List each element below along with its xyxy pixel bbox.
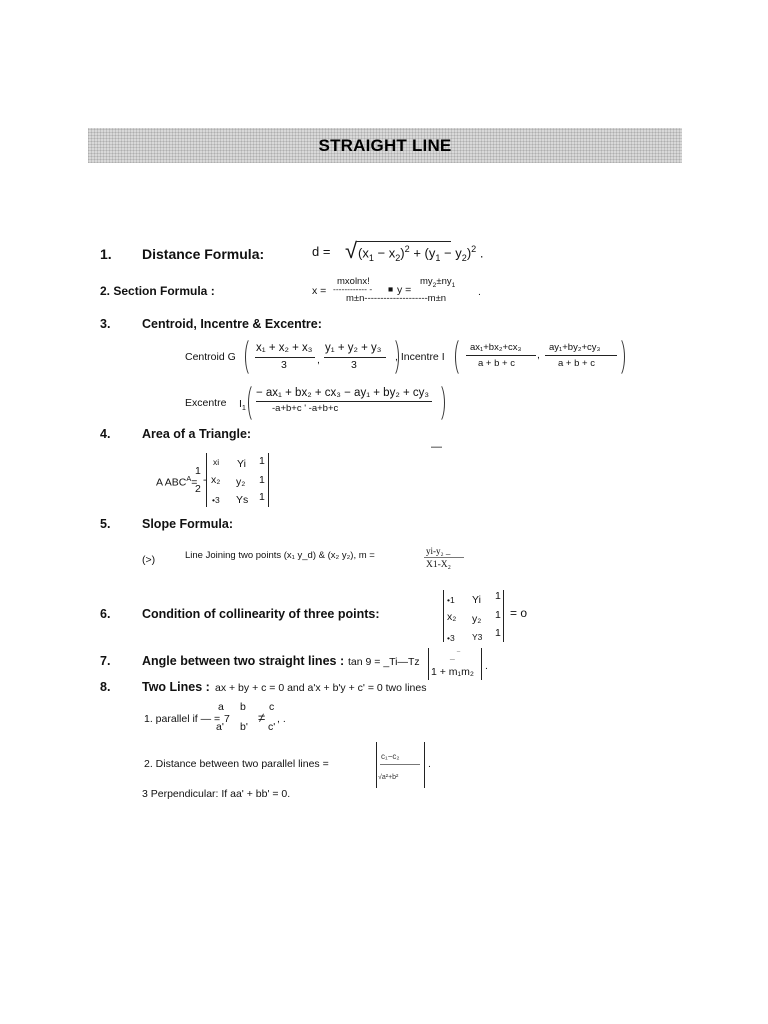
parallel-label: 1. parallel if — = [144, 713, 221, 725]
incentre-bar-y [545, 355, 617, 356]
area-half-numerator: 1 [195, 465, 201, 477]
centroid-label: Centroid G [185, 351, 236, 363]
perpendicular-condition: 3 Perpendicular: If aa' + bb' = 0. [142, 788, 291, 800]
stray-mark: — [431, 441, 442, 453]
sqrt-sign: √ [345, 238, 358, 263]
area-det-cell: xi [213, 457, 220, 467]
parallel-c: c [269, 701, 275, 713]
area-det-left-bar [206, 453, 207, 507]
centroid-num-x: x₁ + x₂ + x₃ [256, 342, 313, 354]
angle-abs-left-bar [428, 648, 429, 680]
title-banner [88, 128, 682, 163]
angle-abs-right-bar [481, 648, 482, 680]
area-lhs: A $ABC^A=$ [156, 474, 198, 489]
parallel-c-prime: c' [268, 721, 276, 733]
distance-lhs: d = [312, 244, 331, 259]
collinear-det-cell: Y3 [472, 632, 483, 642]
incentre-den-x: a + b + c [478, 358, 515, 369]
area-det-cell: 1 [259, 455, 265, 467]
distance-fraction-bar [380, 764, 420, 765]
collinear-det-right-bar [503, 590, 504, 642]
area-det-cell: •3 [212, 495, 220, 505]
distance-dot: . [428, 758, 431, 770]
incentre-left-paren [455, 337, 468, 377]
collinear-det-cell: •1 [447, 595, 455, 605]
section-3-heading: Centroid, Incentre & Excentre: [142, 317, 322, 331]
parallel-not-equal: ≠ [258, 710, 266, 725]
parallel-b-prime: b' [240, 721, 248, 733]
incentre-right-paren [612, 337, 625, 377]
incentre-label: , Incentre I [395, 351, 445, 363]
centroid-den-x: 3 [281, 359, 287, 371]
sqrt-bar [356, 241, 451, 242]
section-1-number: 1. [100, 246, 112, 262]
collinear-det-left-bar [443, 590, 444, 642]
slope-fraction-bar [424, 557, 464, 558]
section-8-heading: Two Lines : [142, 680, 210, 694]
section-mark: ■ [388, 284, 394, 294]
parallel-a-prime: a' [216, 721, 224, 733]
section-y-numerator: $my_2\pm ny_1$ [420, 276, 456, 289]
area-det-right-bar [268, 453, 269, 507]
distance-formula [312, 238, 484, 263]
section-y-lhs: y = [397, 284, 412, 296]
area-det-cell: 1 [259, 474, 265, 486]
section-1-heading: Distance Formula: [142, 246, 265, 262]
parallel-seven: 7 [224, 713, 230, 725]
angle-numerator: _ ‾ [450, 650, 460, 660]
slope-marker: (>) [142, 554, 156, 566]
angle-denominator: 1 + m₁m₂ [431, 666, 474, 678]
section-2-heading: 2. Section Formula : [100, 284, 215, 298]
incentre-bar-x [466, 355, 536, 356]
distance-abs-left-bar [376, 742, 377, 788]
distance-parallel-label: 2. Distance between two parallel lines = [144, 758, 329, 770]
incentre-comma: , [537, 349, 540, 361]
section-7-heading: Angle between two straight lines : [142, 654, 345, 668]
area-det-cell: y₂ [236, 476, 246, 488]
section-6-number: 6. [100, 607, 111, 621]
slope-fraction-denominator: X1-X₂ [426, 560, 451, 570]
centroid-bar-y [324, 357, 386, 358]
section-8-number: 8. [100, 680, 111, 694]
section-denominator: m±n--------------------m±n [346, 293, 447, 304]
section-x-lhs: x = [312, 285, 327, 297]
excentre-right-paren [432, 383, 445, 423]
slope-fraction-numerator: yi-y₂ _ [426, 546, 451, 556]
distance-denominator: √a²+b² [378, 774, 399, 781]
centroid-comma: , [317, 354, 320, 366]
angle-formula: tan 9 = _Ti—Tz [348, 656, 420, 668]
collinear-det-cell: 1 [495, 627, 501, 639]
area-det-cell: x₂ [211, 474, 221, 486]
section-x-dashes: ------------ - [333, 284, 373, 294]
centroid-bar-x [255, 357, 315, 358]
section-7-number: 7. [100, 654, 111, 668]
section-5-number: 5. [100, 517, 111, 531]
parallel-b: b [240, 701, 246, 713]
collinear-det-cell: Yi [472, 594, 481, 606]
page-title: STRAIGHT LINE [318, 135, 452, 155]
distance-numerator: c₁−c₂ [381, 752, 400, 761]
collinear-det-cell: 1 [495, 590, 501, 602]
section-3-number: 3. [100, 317, 111, 331]
section-5-heading: Slope Formula: [142, 517, 233, 531]
area-det-cell: Ys [236, 494, 249, 506]
collinear-det-cell: x₂ [447, 611, 457, 623]
collinear-equals: = o [510, 606, 528, 620]
parallel-dot: , . [277, 713, 286, 725]
area-half-denominator: 2 [195, 483, 201, 495]
area-det-cell: Yi [237, 458, 246, 470]
excentre-bar [256, 401, 432, 402]
centroid-den-y: 3 [351, 359, 357, 371]
section-dot: . [478, 286, 481, 298]
area-dash: - [203, 474, 207, 486]
excentre-symbol: $I_1$ [239, 398, 247, 413]
section-4-heading: Area of a Triangle: [142, 427, 252, 441]
distance-expression: $(x_1 - x_2)^2 + (y_1 - y_2)^2$ . [358, 244, 484, 263]
two-lines-equations: ax + by + c = 0 and a'x + b'y + c' = 0 two lines [215, 682, 427, 694]
incentre-num-y: ay₁+by₂+cy₃ [549, 342, 601, 353]
section-4-number: 4. [100, 427, 111, 441]
section-6-heading: Condition of collinearity of three points: [142, 607, 380, 621]
incentre-den-y: a + b + c [558, 358, 595, 369]
section-x-numerator: mxolnx! [337, 276, 370, 287]
collinear-det-cell: •3 [447, 633, 455, 643]
excentre-denominator: -a+b+c ' -a+b+c [272, 403, 339, 414]
excentre-label: Excentre [185, 397, 227, 409]
angle-dot: . [485, 660, 488, 672]
centroid-num-y: y₁ + y₂ + y₃ [325, 342, 382, 354]
collinear-det-cell: 1 [495, 609, 501, 621]
distance-abs-right-bar [424, 742, 425, 788]
parallel-a: a [218, 701, 224, 713]
area-det-cell: 1 [259, 491, 265, 503]
slope-text: Line Joining two points (x₁ y_d) & (x₂ y₂), m = [185, 550, 375, 561]
excentre-numerator: − ax₁ + bx₂ + cx₃ − ay₁ + by₂ + cy₃ [256, 387, 430, 399]
collinear-det-cell: y₂ [472, 613, 482, 625]
incentre-num-x: ax₁+bx₂+cx₃ [470, 342, 522, 353]
